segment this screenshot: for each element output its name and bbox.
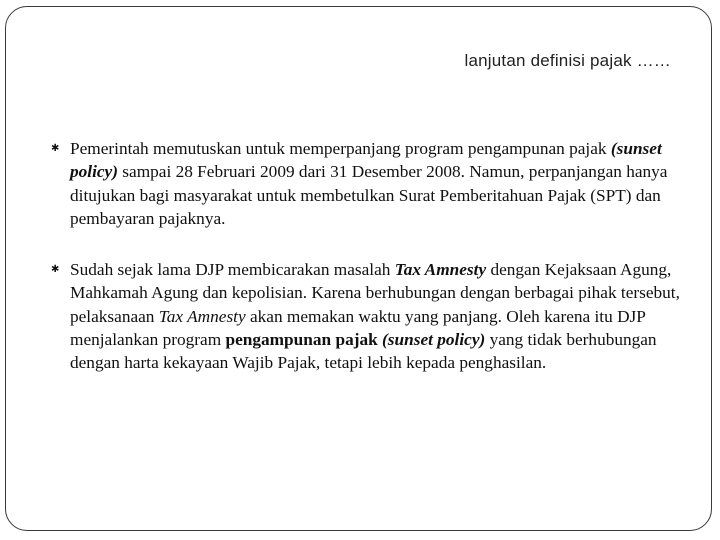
bullet-item-tax-amnesty xyxy=(50,258,686,374)
bullet-marker-icon: ✱ xyxy=(51,264,60,276)
bullet-item-sunset-policy-extension xyxy=(50,137,686,230)
bullet-text: Sudah sejak lama DJP membicarakan masalah xyxy=(70,260,395,280)
bullet-text: sampai 28 Februari 2009 dari 31 Desember 2008. Namun, perpanjangan hanya ditujukan bagi masyarakat untuk membetulkan Surat Pemberitahuan Pajak (SPT) dan pembayaran pajaknya. xyxy=(70,162,668,228)
bullet-marker-icon: ✱ xyxy=(51,143,60,154)
bullet-list xyxy=(50,137,686,375)
bullet-text: yang tidak berhubungan dengan harta kekayaan Wajib Pajak, tetapi lebih kepada penghasilan. xyxy=(70,330,657,373)
slide-title: lanjutan definisi pajak …… xyxy=(464,51,671,70)
emphasis-text: Tax Amnesty xyxy=(394,260,487,280)
emphasis-text: (sunset policy) xyxy=(382,330,486,350)
bullet-text: akan memakan waktu yang panjang. Oleh karena itu DJP menjalankan program xyxy=(70,306,646,350)
bullet-text: Pemerintah memutuskan untuk memperpanjang program pengampunan pajak xyxy=(70,139,611,158)
emphasis-text: (sunset policy) xyxy=(70,139,662,182)
bullet-text: dengan Kejaksaan Agung, Mahkamah Agung dan kepolisian. Karena berhubungan dengan berbagai pihak tersebut, pelaksanaan xyxy=(70,260,680,326)
italic-text: Tax Amnesty xyxy=(158,306,246,326)
bold-text: pengampunan pajak xyxy=(225,330,383,350)
slide-frame xyxy=(5,6,712,531)
